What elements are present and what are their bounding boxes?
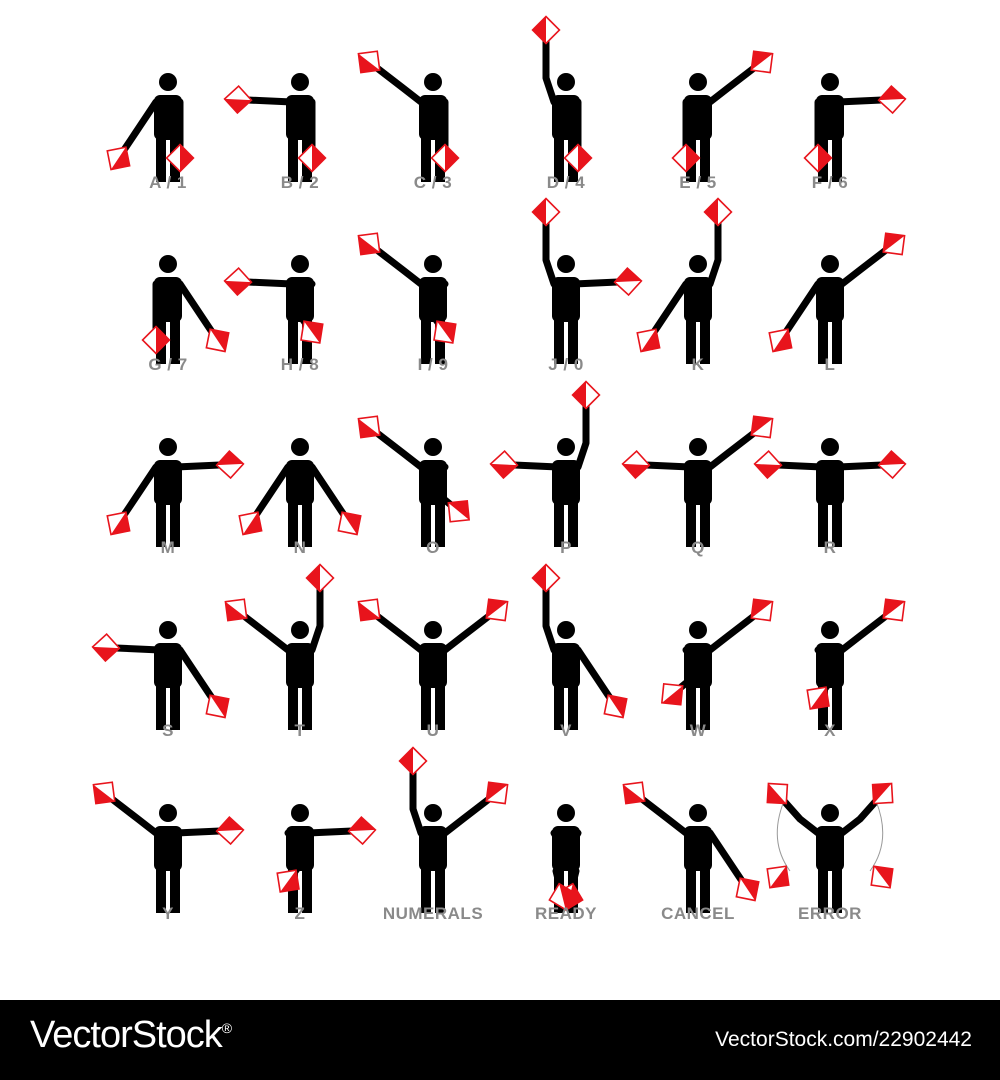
arm-left-23 bbox=[842, 616, 886, 650]
head bbox=[689, 73, 707, 91]
head bbox=[291, 438, 309, 456]
head bbox=[159, 73, 177, 91]
flag-left-17 bbox=[879, 451, 906, 478]
arm-right-2 bbox=[377, 68, 421, 102]
arm-left-28 bbox=[710, 833, 742, 881]
signal-label: G / 7 bbox=[148, 355, 188, 374]
arm-right-29 bbox=[784, 801, 818, 833]
arm-left-21 bbox=[578, 650, 610, 698]
arm-left-18 bbox=[180, 650, 212, 698]
brand-name: VectorStock bbox=[30, 1014, 222, 1056]
signal-label: NUMERALS bbox=[382, 904, 484, 923]
semaphore-figure-icon bbox=[363, 40, 503, 190]
arm-right-28 bbox=[642, 799, 686, 833]
head bbox=[821, 438, 839, 456]
flag-right-12 bbox=[107, 512, 129, 534]
signal-label: J / 0 bbox=[548, 355, 584, 374]
flag-left-8 bbox=[434, 321, 456, 343]
head bbox=[424, 621, 442, 639]
watermark-footer bbox=[0, 1000, 1000, 1080]
head bbox=[159, 621, 177, 639]
semaphore-figure-icon bbox=[230, 222, 370, 372]
error-arc-right-29 bbox=[777, 801, 790, 871]
arm-left-20 bbox=[445, 616, 489, 650]
semaphore-figure-icon bbox=[496, 40, 636, 190]
arm-left-22 bbox=[710, 616, 754, 650]
registered-mark: ® bbox=[221, 1020, 232, 1036]
flag-right-13 bbox=[239, 512, 261, 534]
head bbox=[557, 73, 575, 91]
signal-label: K bbox=[691, 355, 705, 374]
arm-right-18 bbox=[116, 648, 160, 650]
vectorstock-logo bbox=[30, 1014, 231, 1057]
arm-right-17 bbox=[778, 465, 822, 467]
arm-right-9 bbox=[546, 222, 554, 284]
head bbox=[557, 621, 575, 639]
arm-left-24 bbox=[176, 831, 220, 833]
flag-left-5 bbox=[879, 86, 906, 113]
signal-label: T bbox=[294, 721, 306, 740]
signal-label: W bbox=[689, 721, 707, 740]
semaphore-figure-icon bbox=[230, 771, 370, 921]
arm-right-20 bbox=[377, 616, 421, 650]
signal-label: READY bbox=[534, 904, 597, 923]
flag-left-23 bbox=[883, 599, 904, 620]
head bbox=[821, 621, 839, 639]
signal-label: Y bbox=[162, 904, 174, 923]
arm-left-10 bbox=[710, 222, 718, 284]
flag-right-3 bbox=[533, 17, 560, 44]
signal-label: O bbox=[426, 538, 440, 557]
flag-left-low-29 bbox=[871, 866, 892, 887]
signal-label: C / 3 bbox=[413, 173, 453, 192]
semaphore-figure-icon bbox=[496, 222, 636, 372]
signal-label: H / 8 bbox=[280, 355, 320, 374]
head bbox=[291, 73, 309, 91]
flag-right-2 bbox=[358, 51, 379, 72]
head bbox=[424, 255, 442, 273]
head bbox=[821, 804, 839, 822]
arm-right-13 bbox=[256, 467, 288, 515]
arm-left-13 bbox=[312, 467, 344, 515]
flag-left-21 bbox=[604, 695, 626, 717]
semaphore-figure-icon bbox=[628, 771, 768, 921]
arm-left-25 bbox=[308, 831, 352, 833]
semaphore-figure-icon bbox=[760, 222, 900, 372]
head bbox=[821, 255, 839, 273]
signal-r bbox=[760, 405, 900, 580]
head bbox=[424, 804, 442, 822]
flag-right-19 bbox=[225, 599, 246, 620]
semaphore-figure-icon bbox=[496, 405, 636, 555]
arm-left-5 bbox=[838, 100, 882, 102]
head bbox=[689, 255, 707, 273]
semaphore-figure-icon bbox=[760, 771, 900, 921]
signal-label: V bbox=[560, 721, 572, 740]
semaphore-figure-icon bbox=[628, 405, 768, 555]
arm-left-6 bbox=[180, 284, 212, 332]
signal-label: CANCEL bbox=[661, 904, 735, 923]
arm-right-7 bbox=[248, 282, 292, 284]
flag-right-0 bbox=[107, 147, 129, 169]
head bbox=[689, 804, 707, 822]
flag-left-14 bbox=[448, 501, 469, 522]
semaphore-figure-icon bbox=[363, 405, 503, 555]
semaphore-figure-icon bbox=[628, 40, 768, 190]
head bbox=[424, 73, 442, 91]
arm-right-16 bbox=[646, 465, 690, 467]
semaphore-figure-icon bbox=[496, 588, 636, 738]
stock-id: VectorStock.com/22902442 bbox=[715, 1028, 972, 1051]
signal-label: D / 4 bbox=[546, 173, 586, 192]
arm-left-19 bbox=[312, 588, 320, 650]
signal-label: E / 5 bbox=[679, 173, 717, 192]
semaphore-figure-icon bbox=[363, 222, 503, 372]
signal-label: F / 6 bbox=[811, 173, 849, 192]
signal-label: R bbox=[823, 538, 837, 557]
signal-f bbox=[760, 40, 900, 215]
semaphore-figure-icon bbox=[760, 40, 900, 190]
head bbox=[291, 804, 309, 822]
arm-left-15 bbox=[578, 405, 586, 467]
arm-left-16 bbox=[710, 433, 754, 467]
signal-label: Z bbox=[294, 904, 306, 923]
semaphore-figure-icon bbox=[230, 588, 370, 738]
head bbox=[689, 621, 707, 639]
signal-label: A / 1 bbox=[149, 173, 187, 192]
signal-label: ERROR bbox=[798, 904, 862, 923]
semaphore-figure-icon bbox=[363, 588, 503, 738]
flag-right-25 bbox=[277, 870, 299, 892]
arm-right-21 bbox=[546, 588, 554, 650]
flag-left-29 bbox=[873, 783, 893, 803]
signal-label: P bbox=[560, 538, 572, 557]
head bbox=[557, 438, 575, 456]
semaphore-figure-icon bbox=[628, 222, 768, 372]
signal-l bbox=[760, 222, 900, 397]
signal-label: N bbox=[293, 538, 307, 557]
arm-left-11 bbox=[842, 250, 886, 284]
semaphore-figure-icon bbox=[98, 771, 238, 921]
signal-x bbox=[760, 588, 900, 763]
flag-left-7 bbox=[301, 321, 323, 343]
flag-right-29 bbox=[767, 783, 787, 803]
arm-right-15 bbox=[514, 465, 558, 467]
arm-left-4 bbox=[710, 68, 754, 102]
flag-right-14 bbox=[358, 416, 379, 437]
semaphore-figure-icon bbox=[98, 588, 238, 738]
error-arc-left-29 bbox=[870, 801, 883, 871]
arm-right-11 bbox=[786, 284, 818, 332]
signal-label: L bbox=[824, 355, 836, 374]
signal-label: S bbox=[162, 721, 174, 740]
arm-right-14 bbox=[377, 433, 421, 467]
arm-left-12 bbox=[176, 465, 220, 467]
arm-right-8 bbox=[377, 250, 421, 284]
head bbox=[291, 621, 309, 639]
semaphore-figure-icon bbox=[98, 405, 238, 555]
flag-right-18 bbox=[93, 634, 120, 661]
signal-label: X bbox=[824, 721, 836, 740]
flag-right-24 bbox=[93, 782, 114, 803]
arm-left-17 bbox=[838, 465, 882, 467]
head bbox=[159, 438, 177, 456]
arm-right-12 bbox=[124, 467, 156, 515]
semaphore-figure-icon bbox=[98, 40, 238, 190]
flag-right-8 bbox=[358, 233, 379, 254]
arm-right-26 bbox=[413, 771, 421, 833]
semaphore-figure-icon bbox=[760, 405, 900, 555]
flag-left-6 bbox=[206, 329, 228, 351]
flag-right-11 bbox=[769, 329, 791, 351]
flag-right-low-29 bbox=[767, 866, 788, 887]
flag-right-22 bbox=[662, 684, 683, 705]
signal-label: B / 2 bbox=[280, 173, 320, 192]
arm-right-10 bbox=[654, 284, 686, 332]
semaphore-figure-icon bbox=[496, 771, 636, 921]
flag-left-13 bbox=[338, 512, 360, 534]
head bbox=[557, 804, 575, 822]
flag-left-28 bbox=[736, 878, 758, 900]
flag-right-10 bbox=[637, 329, 659, 351]
flag-left-18 bbox=[206, 695, 228, 717]
arm-left-29 bbox=[842, 801, 876, 833]
semaphore-figure-icon bbox=[628, 588, 768, 738]
signal-label: M bbox=[160, 538, 176, 557]
semaphore-figure-icon bbox=[98, 222, 238, 372]
signal-label: I / 9 bbox=[417, 355, 449, 374]
head bbox=[424, 438, 442, 456]
semaphore-figure-icon bbox=[230, 40, 370, 190]
head bbox=[159, 804, 177, 822]
arm-left-26 bbox=[445, 799, 489, 833]
arm-right-24 bbox=[112, 799, 156, 833]
head bbox=[689, 438, 707, 456]
arm-right-19 bbox=[244, 616, 288, 650]
flag-right-28 bbox=[623, 782, 644, 803]
head bbox=[291, 255, 309, 273]
arm-right-1 bbox=[248, 100, 292, 102]
head bbox=[821, 73, 839, 91]
semaphore-figure-icon bbox=[760, 588, 900, 738]
flag-right-23 bbox=[807, 687, 829, 709]
head bbox=[159, 255, 177, 273]
signal-label: Q bbox=[691, 538, 705, 557]
semaphore-figure-icon bbox=[230, 405, 370, 555]
arm-left-9 bbox=[574, 282, 618, 284]
arm-right-0 bbox=[124, 102, 156, 150]
signal-error bbox=[760, 771, 900, 946]
signal-label: U bbox=[426, 721, 440, 740]
flag-right-20 bbox=[358, 599, 379, 620]
arm-right-3 bbox=[546, 40, 554, 102]
head bbox=[557, 255, 575, 273]
semaphore-figure-icon bbox=[363, 771, 503, 921]
flag-left-11 bbox=[883, 233, 904, 254]
